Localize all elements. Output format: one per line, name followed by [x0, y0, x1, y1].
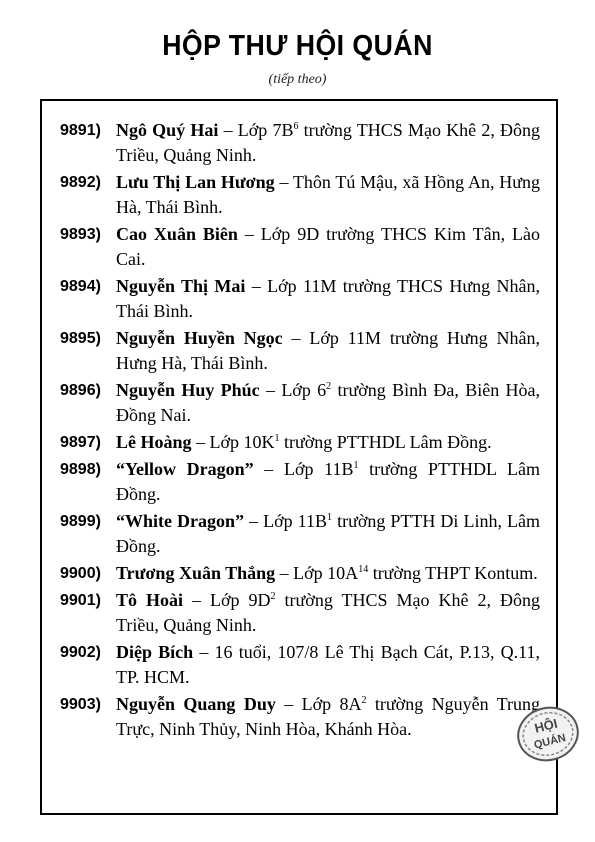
entry-text — [116, 430, 540, 455]
entry-detail: – Lớp 7B — [218, 120, 294, 140]
entry-number: 9891) — [60, 122, 101, 139]
entry-detail: – Lớp 11B — [253, 459, 354, 479]
list-item — [60, 274, 540, 324]
entry-text — [116, 588, 540, 638]
entry-detail: – Thôn Tú Mậu, xã Hồng An, Hưng Hà, Thái Bình. — [116, 172, 540, 217]
class-superscript: 1 — [353, 460, 359, 471]
class-superscript: 6 — [293, 121, 299, 132]
entry-number: 9892) — [60, 174, 101, 191]
class-superscript: 1 — [274, 433, 280, 444]
entry-text — [116, 118, 540, 168]
entry-text — [116, 222, 540, 272]
entry-text — [116, 640, 540, 690]
entry-detail-rest: trường THCS Mạo Khê 2, Đông Triều, Quảng Ninh. — [116, 590, 541, 635]
entry-detail: – 16 tuổi, 107/8 Lê Thị Bạch Cát, P.13, Q.11, TP. HCM. — [116, 642, 540, 687]
hoi-quan-stamp-icon — [511, 697, 585, 771]
entry-number: 9896) — [60, 382, 101, 399]
entry-name: Nguyễn Thị Mai — [116, 276, 246, 296]
list-item — [60, 222, 540, 272]
list-item — [60, 588, 540, 638]
logo-line2: QUÁN — [532, 732, 568, 752]
entry-detail: – Lớp 8A — [275, 694, 362, 714]
entry-number: 9893) — [60, 226, 101, 243]
class-superscript: 2 — [326, 381, 332, 392]
entry-name: Ngô Quý Hai — [116, 120, 219, 140]
class-superscript: 2 — [361, 695, 367, 706]
entry-detail: – Lớp 11B — [244, 511, 328, 531]
entry-detail: – Lớp 11M trường THCS Hưng Nhân, Thái Bình. — [116, 276, 540, 321]
list-item — [60, 170, 540, 220]
list-item — [60, 561, 540, 586]
mailbox-frame — [40, 99, 558, 815]
entry-text — [116, 561, 540, 586]
entry-text — [116, 509, 540, 559]
list-item — [60, 430, 540, 455]
entry-detail: – Lớp 11M trường Hưng Nhân, Hưng Hà, Thái Bình. — [116, 328, 540, 373]
entry-name: Lê Hoàng — [116, 432, 192, 452]
entry-number: 9900) — [60, 565, 101, 582]
entry-text — [116, 692, 540, 742]
page-subtitle: (tiếp theo) — [268, 72, 327, 87]
entry-number: 9895) — [60, 330, 101, 347]
entry-detail-rest: trường THCS Mạo Khê 2, Đông Triều, Quảng Ninh. — [116, 120, 541, 165]
class-superscript: 1 — [327, 512, 333, 523]
entry-detail-rest: trường Bình Đa, Biên Hòa, Đồng Nai. — [116, 380, 541, 425]
page-title: HỘP THƯ HỘI QUÁN — [162, 30, 433, 62]
entry-detail-rest: trường Nguyễn Trung Trực, Ninh Thủy, Ninh Hòa, Khánh Hòa. — [116, 694, 540, 739]
list-item — [60, 326, 540, 376]
entry-detail-rest: trường PTTHDL Lâm Đồng. — [116, 459, 540, 504]
entry-detail: – Lớp 9D — [183, 590, 271, 610]
entry-detail-rest: trường PTTHDL Lâm Đồng. — [279, 432, 492, 452]
entry-text — [116, 457, 540, 507]
entry-name: “Yellow Dragon” — [116, 459, 254, 479]
entry-name: Tô Hoài — [116, 590, 184, 610]
entry-name: “White Dragon” — [116, 511, 245, 531]
class-superscript: 14 — [358, 564, 369, 575]
entry-text — [116, 274, 540, 324]
list-item — [60, 457, 540, 507]
entry-number: 9897) — [60, 434, 101, 451]
entry-name: Trương Xuân Thắng — [116, 563, 276, 583]
entry-name: Nguyễn Huyền Ngọc — [116, 328, 283, 348]
entry-text — [116, 378, 540, 428]
entry-detail-rest: trường PTTH Di Linh, Lâm Đồng. — [116, 511, 540, 556]
entry-name: Nguyễn Huy Phúc — [116, 380, 260, 400]
list-item — [60, 692, 540, 742]
entry-text — [116, 170, 540, 220]
entry-name: Cao Xuân Biên — [116, 224, 238, 244]
class-superscript: 2 — [270, 591, 276, 602]
entry-number: 9899) — [60, 513, 101, 530]
entry-name: Lưu Thị Lan Hương — [116, 172, 275, 192]
entry-list — [60, 118, 540, 744]
entry-detail-rest: trường THPT Kontum. — [368, 563, 538, 583]
entry-number: 9901) — [60, 592, 101, 609]
list-item — [60, 378, 540, 428]
entry-detail: – Lớp 9D trường THCS Kim Tân, Lào Cai. — [116, 224, 540, 269]
list-item — [60, 509, 540, 559]
entry-detail: – Lớp 10A — [275, 563, 359, 583]
logo-line1: HỘI — [532, 715, 559, 736]
entry-text — [116, 326, 540, 376]
entry-detail: – Lớp 10K — [191, 432, 275, 452]
entry-number: 9894) — [60, 278, 101, 295]
entry-number: 9902) — [60, 644, 101, 661]
entry-number: 9898) — [60, 461, 101, 478]
list-item — [60, 118, 540, 168]
entry-name: Nguyễn Quang Duy — [116, 694, 276, 714]
list-item — [60, 640, 540, 690]
entry-detail: – Lớp 6 — [259, 380, 327, 400]
entry-number: 9903) — [60, 696, 101, 713]
entry-name: Diệp Bích — [116, 642, 194, 662]
